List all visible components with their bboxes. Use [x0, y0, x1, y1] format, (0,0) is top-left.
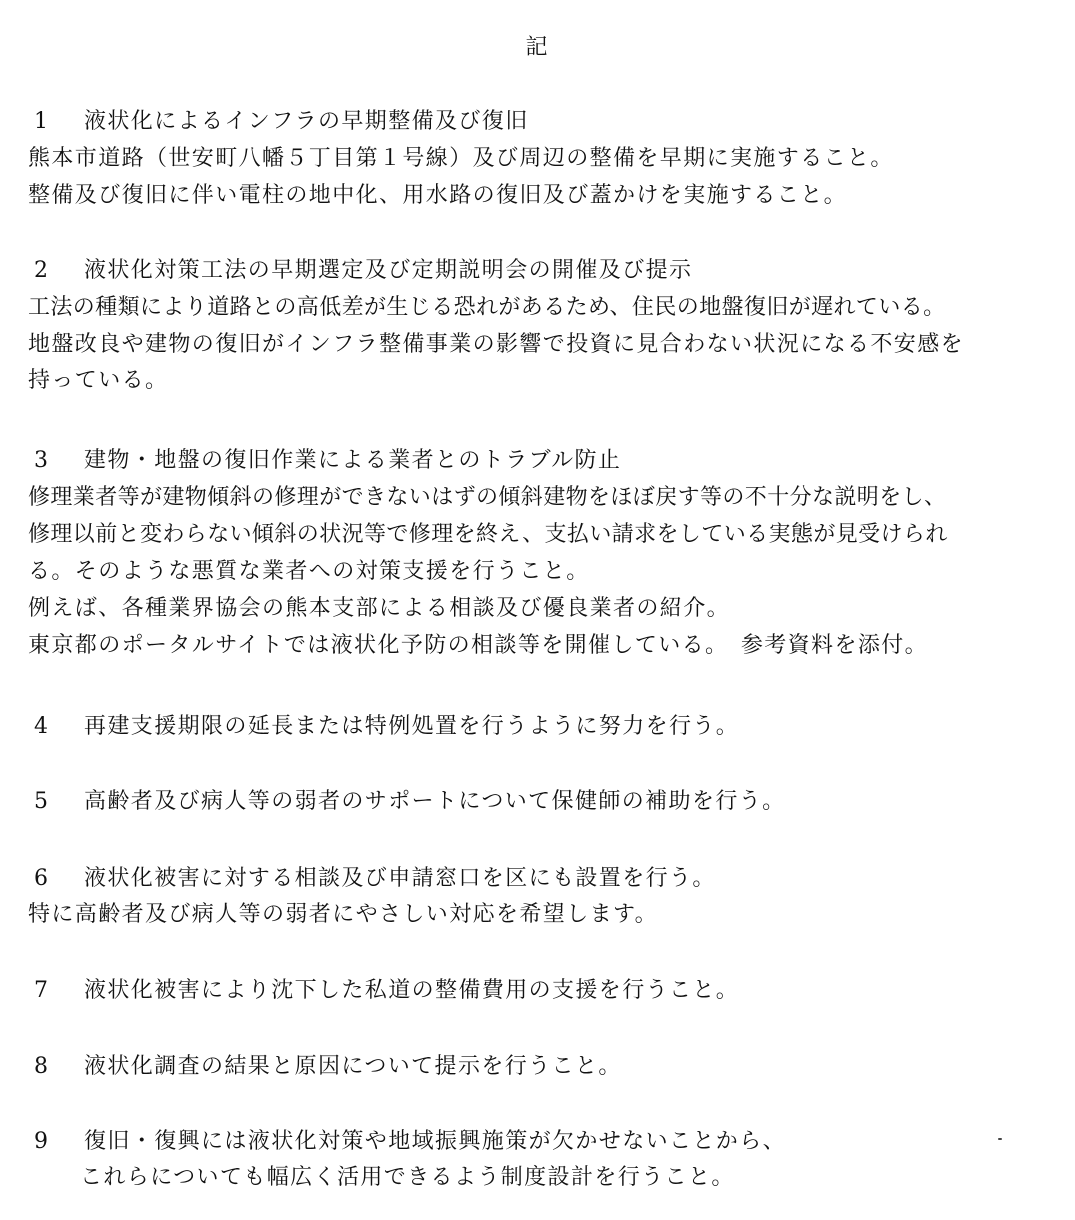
item-5-heading	[28, 785, 786, 819]
item-number: 8	[34, 1054, 50, 1079]
item-2-heading	[28, 254, 692, 288]
item-2-body-line-2: 地盤改良や建物の復旧がインフラ整備事業の影響で投資に見合わない状況になる不安感を	[28, 332, 965, 357]
item-2-body-line-1: 工法の種類により道路との高低差が生じる恐れがあるため、住民の地盤復旧が遅れている。	[28, 295, 946, 320]
item-9-heading	[28, 1125, 786, 1159]
item-heading-text: 液状化調査の結果と原因について提示を行うこと。	[84, 1054, 622, 1079]
item-3-body-line-3: る。そのような悪質な業者への対策支援を行うこと。	[28, 559, 590, 584]
item-heading-text: 液状化被害に対する相談及び申請窓口を区にも設置を行う。	[84, 866, 716, 891]
item-3-body-line-5: 東京都のポータルサイトでは液状化予防の相談等を開催している。 参考資料を添付。	[28, 633, 929, 658]
item-number: 5	[34, 789, 50, 814]
item-7-heading	[28, 974, 739, 1008]
item-heading-text: 復旧・復興には液状化対策や地域振興施策が欠かせないことから、	[84, 1129, 787, 1154]
item-heading-text: 高齢者及び病人等の弱者のサポートについて保健師の補助を行う。	[84, 789, 786, 814]
item-3-body-line-1: 修理業者等が建物傾斜の修理ができないはずの傾斜建物をほぼ戻す等の不十分な説明をし、	[28, 485, 947, 510]
item-heading-text: 再建支援期限の延長または特例処置を行うように努力を行う。	[84, 714, 740, 739]
item-3-heading	[28, 444, 621, 478]
item-number: 6	[34, 866, 50, 891]
item-number: 9	[34, 1129, 50, 1154]
item-3-body-line-4: 例えば、各種業界協会の熊本支部による相談及び優良業者の紹介。	[28, 596, 731, 621]
item-1-heading	[28, 105, 529, 139]
item-heading-text: 建物・地盤の復旧作業による業者とのトラブル防止	[84, 448, 622, 473]
item-9-continuation: これらについても幅広く活用できるよう制度設計を行うこと。	[80, 1165, 735, 1190]
item-number: 1	[34, 109, 50, 134]
item-heading-text: 液状化被害により沈下した私道の整備費用の支援を行うこと。	[84, 978, 740, 1003]
item-number: 2	[34, 258, 50, 283]
item-1-body-line-2: 整備及び復旧に伴い電柱の地中化、用水路の復旧及び蓋かけを実施すること。	[28, 183, 848, 208]
item-heading-text: 液状化によるインフラの早期整備及び復旧	[84, 109, 529, 134]
item-6-heading	[28, 862, 716, 896]
scan-speck	[998, 1138, 1002, 1140]
item-4-heading	[28, 710, 739, 744]
item-3-body-line-2: 修理以前と変わらない傾斜の状況等で修理を終え、支払い請求をしている実態が見受けられ	[28, 522, 948, 547]
item-8-heading	[28, 1050, 622, 1084]
item-2-body-line-3: 持っている。	[28, 368, 169, 393]
item-number: 4	[34, 714, 50, 739]
item-6-body-line-1: 特に高齢者及び病人等の弱者にやさしい対応を希望します。	[28, 902, 659, 927]
page-title: 記	[525, 35, 550, 60]
item-heading-text: 液状化対策工法の早期選定及び定期説明会の開催及び提示	[84, 258, 693, 283]
item-1-body-line-1: 熊本市道路（世安町八幡５丁目第１号線）及び周辺の整備を早期に実施すること。	[28, 146, 894, 171]
item-number: 3	[34, 448, 50, 473]
item-number: 7	[34, 978, 50, 1003]
